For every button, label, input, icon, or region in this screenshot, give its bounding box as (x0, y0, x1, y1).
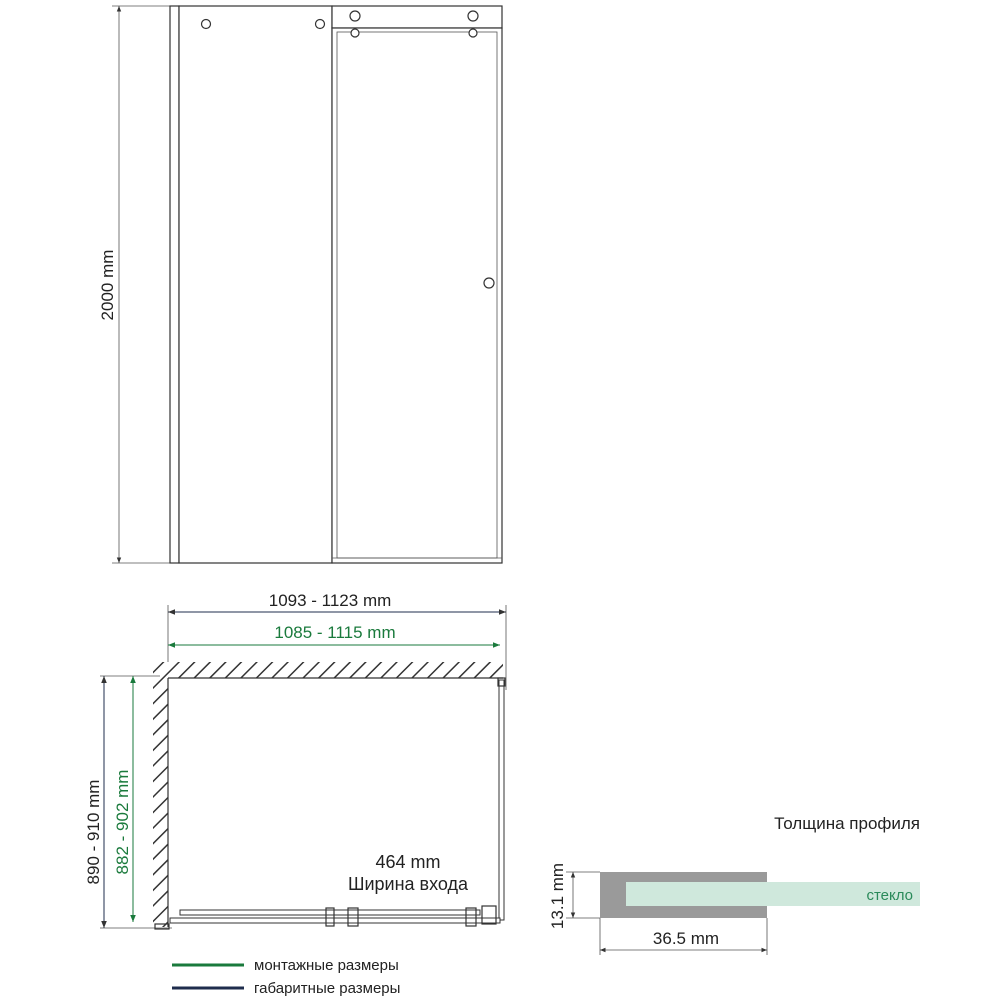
legend-label-mount: монтажные размеры (254, 957, 399, 974)
front-fixed-panel (170, 918, 500, 923)
side-glass-panel (499, 680, 504, 920)
wall-left-hatch (153, 662, 168, 927)
outer-depth-label: 890 - 910 mm (84, 779, 103, 885)
wall-top-hatch (155, 662, 503, 678)
legend (172, 957, 400, 997)
height-label: 2000 mm (98, 249, 117, 321)
plan-view (84, 591, 506, 929)
roller-icon (468, 11, 478, 21)
front-sliding-door (180, 910, 480, 915)
legend-label-outer: габаритные размеры (254, 980, 401, 997)
mount-depth-label: 882 - 902 mm (113, 769, 132, 875)
entrance-width: 464 mm (375, 852, 441, 872)
front-view (98, 6, 502, 563)
wall-profile (170, 6, 179, 563)
roller-icon (350, 11, 360, 21)
roller-icon (469, 29, 477, 37)
entrance-caption: Ширина входа (347, 874, 469, 894)
profile-title: Толщина профиля (774, 814, 920, 833)
fixed-glass-panel (179, 6, 332, 563)
thickness-label: 13.1 mm (548, 862, 567, 930)
glass-label: стекло (866, 887, 913, 904)
door-handle-icon (484, 278, 494, 288)
sliding-door (332, 28, 502, 563)
outer-width-label: 1093 - 1123 mm (268, 591, 392, 610)
fixing-icon (316, 20, 325, 29)
profile-width-label: 36.5 mm (652, 929, 720, 948)
roller-icon (351, 29, 359, 37)
fixing-icon (202, 20, 211, 29)
profile-detail (548, 814, 920, 955)
mount-width-label: 1085 - 1115 mm (274, 623, 396, 642)
